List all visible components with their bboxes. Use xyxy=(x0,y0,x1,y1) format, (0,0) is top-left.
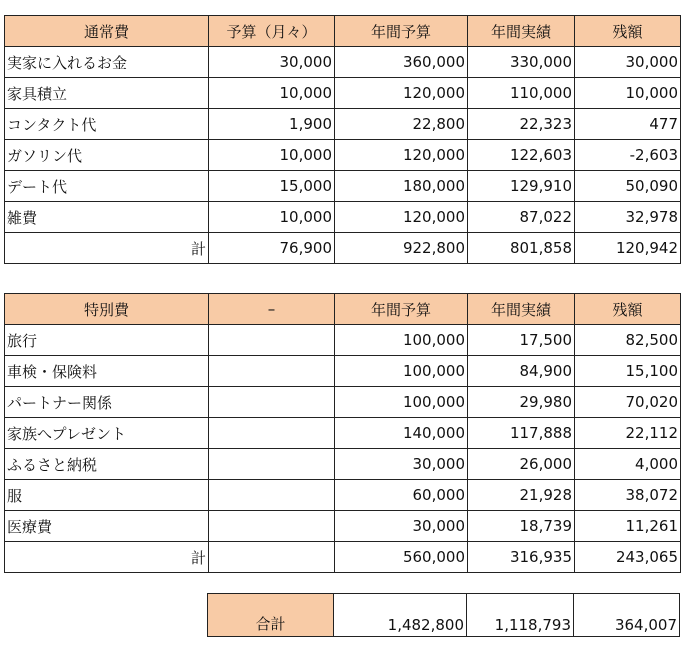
annual-actual-cell: 122,603 xyxy=(468,140,575,171)
annual-budget-cell: 120,000 xyxy=(335,78,468,109)
header-annual-actual: 年間実績 xyxy=(468,294,575,325)
remaining-cell: 50,090 xyxy=(575,171,681,202)
annual-actual-cell: 84,900 xyxy=(468,356,575,387)
table-row xyxy=(5,109,681,140)
remaining-cell: 4,000 xyxy=(575,449,681,480)
empty-cell xyxy=(209,542,335,573)
annual-actual-cell: 29,980 xyxy=(468,387,575,418)
header-annual-budget: 年間予算 xyxy=(335,16,468,47)
monthly-cell: 15,000 xyxy=(209,171,335,202)
annual-budget-cell: 180,000 xyxy=(335,171,468,202)
annual-budget-cell: 30,000 xyxy=(335,511,468,542)
grand-total-row xyxy=(208,594,680,637)
total-annual-budget: 560,000 xyxy=(335,542,468,573)
grand-total-annual-actual: 1,118,793 xyxy=(467,594,574,637)
header-category: 通常費 xyxy=(5,16,209,47)
row-label: ふるさと納税 xyxy=(5,449,209,480)
total-row xyxy=(5,233,681,264)
row-label: 旅行 xyxy=(5,325,209,356)
total-annual-budget: 922,800 xyxy=(335,233,468,264)
annual-budget-cell: 120,000 xyxy=(335,140,468,171)
table-row xyxy=(5,78,681,109)
remaining-cell: 15,100 xyxy=(575,356,681,387)
annual-actual-cell: 21,928 xyxy=(468,480,575,511)
row-label: 家具積立 xyxy=(5,78,209,109)
grand-total-remaining: 364,007 xyxy=(574,594,680,637)
annual-actual-cell: 129,910 xyxy=(468,171,575,202)
total-label: 計 xyxy=(5,233,209,264)
total-monthly: 76,900 xyxy=(209,233,335,264)
annual-actual-cell: 18,739 xyxy=(468,511,575,542)
table-row xyxy=(5,449,681,480)
row-label: デート代 xyxy=(5,171,209,202)
empty-cell xyxy=(209,449,335,480)
row-label: コンタクト代 xyxy=(5,109,209,140)
monthly-cell: 1,900 xyxy=(209,109,335,140)
total-label: 計 xyxy=(5,542,209,573)
header-annual-actual: 年間実績 xyxy=(468,16,575,47)
total-annual-actual: 316,935 xyxy=(468,542,575,573)
grand-total-label: 合計 xyxy=(208,594,334,637)
remaining-cell: 22,112 xyxy=(575,418,681,449)
remaining-cell: 38,072 xyxy=(575,480,681,511)
annual-budget-cell: 60,000 xyxy=(335,480,468,511)
row-label: 車検・保険料 xyxy=(5,356,209,387)
annual-actual-cell: 17,500 xyxy=(468,325,575,356)
annual-actual-cell: 22,323 xyxy=(468,109,575,140)
monthly-cell: 10,000 xyxy=(209,78,335,109)
regular-expenses-table xyxy=(4,15,681,264)
annual-budget-cell: 100,000 xyxy=(335,387,468,418)
total-row xyxy=(5,542,681,573)
header-annual-budget: 年間予算 xyxy=(335,294,468,325)
remaining-cell: 30,000 xyxy=(575,47,681,78)
table-row xyxy=(5,325,681,356)
annual-actual-cell: 117,888 xyxy=(468,418,575,449)
total-remaining: 243,065 xyxy=(575,542,681,573)
row-label: 服 xyxy=(5,480,209,511)
remaining-cell: 11,261 xyxy=(575,511,681,542)
annual-budget-cell: 22,800 xyxy=(335,109,468,140)
header-monthly-budget: 予算（月々） xyxy=(209,16,335,47)
annual-actual-cell: 110,000 xyxy=(468,78,575,109)
monthly-cell: 30,000 xyxy=(209,47,335,78)
annual-budget-cell: 100,000 xyxy=(335,356,468,387)
remaining-cell: 82,500 xyxy=(575,325,681,356)
table-row xyxy=(5,140,681,171)
header-remaining: 残額 xyxy=(575,16,681,47)
header-remaining: 残額 xyxy=(575,294,681,325)
row-label: 医療費 xyxy=(5,511,209,542)
remaining-cell: -2,603 xyxy=(575,140,681,171)
header-category: 特別費 xyxy=(5,294,209,325)
annual-budget-cell: 360,000 xyxy=(335,47,468,78)
remaining-cell: 477 xyxy=(575,109,681,140)
table-row xyxy=(5,511,681,542)
row-label: 家族へプレゼント xyxy=(5,418,209,449)
monthly-cell: 10,000 xyxy=(209,140,335,171)
table-row xyxy=(5,418,681,449)
row-label: ガソリン代 xyxy=(5,140,209,171)
annual-actual-cell: 87,022 xyxy=(468,202,575,233)
empty-cell xyxy=(209,511,335,542)
header-dash: – xyxy=(209,294,335,325)
grand-total-table xyxy=(207,593,680,637)
table-row xyxy=(5,171,681,202)
table-row xyxy=(5,202,681,233)
remaining-cell: 32,978 xyxy=(575,202,681,233)
annual-budget-cell: 30,000 xyxy=(335,449,468,480)
total-remaining: 120,942 xyxy=(575,233,681,264)
row-label: 実家に入れるお金 xyxy=(5,47,209,78)
special-expenses-table xyxy=(4,293,681,573)
grand-total-annual-budget: 1,482,800 xyxy=(334,594,467,637)
empty-cell xyxy=(209,480,335,511)
remaining-cell: 10,000 xyxy=(575,78,681,109)
annual-actual-cell: 330,000 xyxy=(468,47,575,78)
monthly-cell: 10,000 xyxy=(209,202,335,233)
empty-cell xyxy=(209,325,335,356)
row-label: パートナー関係 xyxy=(5,387,209,418)
annual-budget-cell: 140,000 xyxy=(335,418,468,449)
total-annual-actual: 801,858 xyxy=(468,233,575,264)
annual-budget-cell: 100,000 xyxy=(335,325,468,356)
empty-cell xyxy=(209,418,335,449)
empty-cell xyxy=(209,356,335,387)
row-label: 雑費 xyxy=(5,202,209,233)
table-row xyxy=(5,387,681,418)
annual-actual-cell: 26,000 xyxy=(468,449,575,480)
table-header-row xyxy=(5,294,681,325)
table-row xyxy=(5,480,681,511)
remaining-cell: 70,020 xyxy=(575,387,681,418)
table-row xyxy=(5,356,681,387)
empty-cell xyxy=(209,387,335,418)
table-row xyxy=(5,47,681,78)
annual-budget-cell: 120,000 xyxy=(335,202,468,233)
table-header-row xyxy=(5,16,681,47)
